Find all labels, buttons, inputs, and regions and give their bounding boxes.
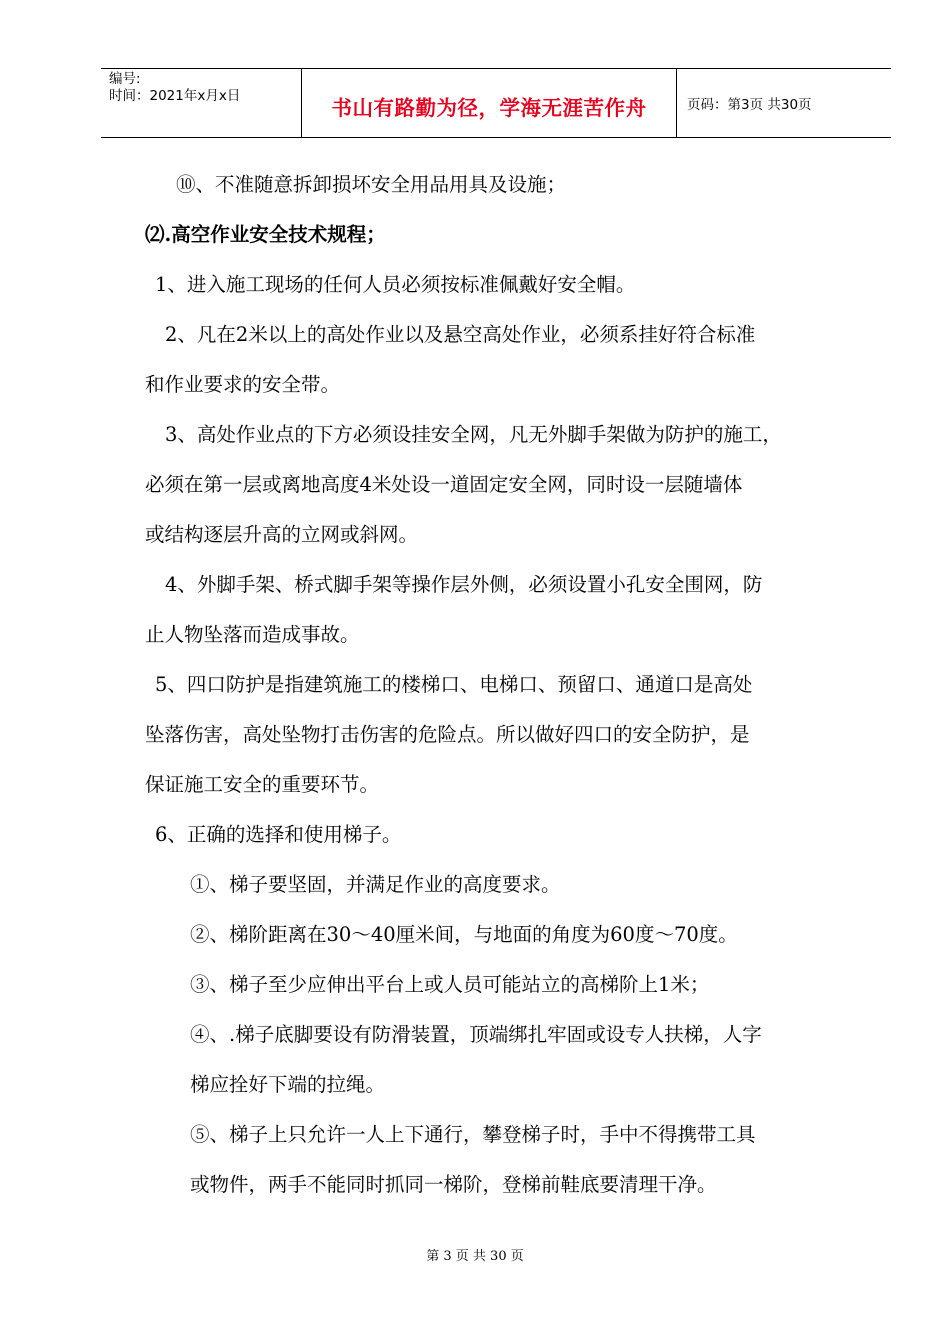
text-line: ①、梯子要坚固，并满足作业的高度要求。 — [190, 873, 561, 896]
text-line: 坠落伤害，高处坠物打击伤害的危险点。所以做好四口的安全防护，是 — [145, 723, 750, 746]
text-line: 1、进入施工现场的任何人员必须按标准佩戴好安全帽。 — [155, 273, 636, 296]
header-page-info: 页码：第3页 共30页 — [687, 97, 812, 113]
text-line: 或物件，两手不能同时抓同一梯阶，登梯前鞋底要清理干净。 — [190, 1173, 717, 1196]
text-line: ②、梯阶距离在30～40厘米间，与地面的角度为60度～70度。 — [190, 923, 738, 946]
header-motto-cell — [301, 69, 677, 137]
section-heading: ⑵.高空作业安全技术规程； — [145, 223, 386, 246]
text-line: 3、高处作业点的下方必须设挂安全网，凡无外脚手架做为防护的施工， — [165, 423, 782, 446]
header-meta — [101, 69, 301, 137]
text-line: 或结构逐层升高的立网或斜网。 — [145, 523, 419, 546]
document-number-label: 编号: — [109, 71, 141, 87]
page-footer: 第 3 页 共 30 页 — [426, 1249, 524, 1264]
text-line: 止人物坠落而造成事故。 — [145, 623, 360, 646]
document-time: 时间：2021年x月x日 — [109, 88, 241, 104]
text-line: 6、正确的选择和使用梯子。 — [155, 823, 402, 846]
text-line: ⑤、梯子上只允许一人上下通行，攀登梯子时，手中不得携带工具 — [190, 1123, 756, 1146]
page-header — [101, 68, 891, 138]
text-line: 和作业要求的安全带。 — [145, 373, 341, 396]
text-line: 保证施工安全的重要环节。 — [145, 773, 380, 796]
text-line: 2、凡在2米以上的高处作业以及悬空高处作业，必须系挂好符合标准 — [165, 323, 756, 346]
text-line: 4、外脚手架、桥式脚手架等操作层外侧，必须设置小孔安全围网，防 — [165, 573, 763, 596]
text-line: ③、梯子至少应伸出平台上或人员可能站立的高梯阶上1米； — [190, 973, 710, 996]
text-line: 5、四口防护是指建筑施工的楼梯口、电梯口、预留口、通道口是高处 — [155, 673, 753, 696]
text-line: ⑩、不准随意拆卸损坏安全用品用具及设施； — [176, 173, 567, 196]
header-motto: 书山有路勤为径，学海无涯苦作舟 — [331, 96, 647, 120]
text-line: 梯应拴好下端的拉绳。 — [190, 1073, 386, 1096]
text-line: ④、.梯子底脚要设有防滑装置，顶端绑扎牢固或设专人扶梯，人字 — [190, 1023, 762, 1046]
text-line: 必须在第一层或离地高度4米处设一道固定安全网，同时设一层随墙体 — [145, 473, 743, 496]
